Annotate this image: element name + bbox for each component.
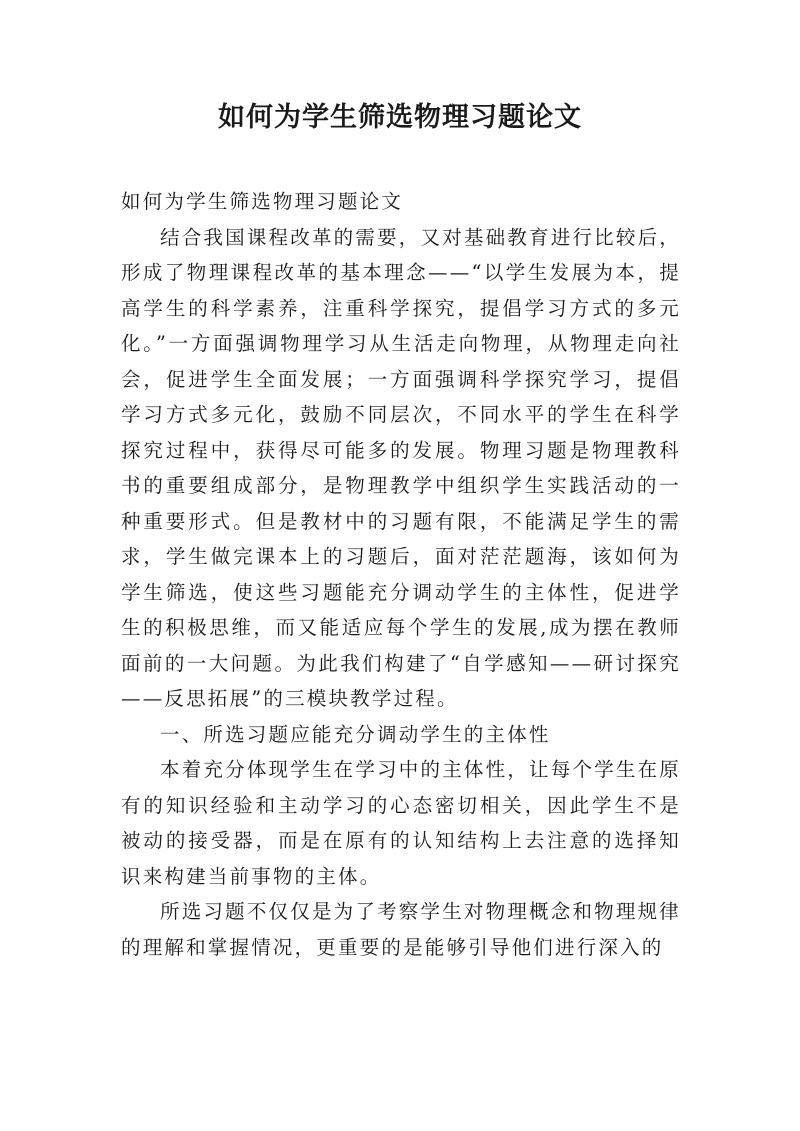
paragraph-section-1b: 所选习题不仅仅是为了考察学生对物理概念和物理规律的理解和掌握情况，更重要的是能够引导他们进行深入的 (121, 900, 681, 959)
section-heading-1: 一、所选习题应能充分调动学生的主体性 (160, 722, 551, 746)
document-body (121, 184, 681, 965)
document-title: 如何为学生筛选物理习题论文 (218, 102, 582, 133)
paragraph-section-1a: 本着充分体现学生在学习中的主体性，让每个学生在原有的知识经验和主动学习的心态密切相关，因此学生不是被动的接受器，而是在原有的认知结构上去注意的选择知识来构建当前事物的主体。 (121, 758, 681, 888)
paragraph-intro: 结合我国课程改革的需要，又对基础教育进行比较后，形成了物理课程改革的基本理念——“以学生发展为本，提高学生的科学素养，注重科学探究，提倡学习方式的多元化。”一方面强调物理学习从生活走向物理，从物理走向社会，促进学生全面发展；一方面强调科学探究学习，提倡学习方式多元化，鼓励不同层次，不同水平的学生在科学探究过程中，获得尽可能多的发展。物理习题是物理教科书的重要组成部分，是物理教学中组织学生实践活动的一种重要形式。但是教材中的习题有限，不能满足学生的需求，学生做完课本上的习题后，面对茫茫题海，该如何为学生筛选，使这些习题能充分调动学生的主体性，促进学生的积极思维，而又能适应每个学生的发展,成为摆在教师面前的一大问题。为此我们构建了“自学感知——研讨探究——反思拓展”的三模块教学过程。 (121, 225, 681, 710)
document-subtitle: 如何为学生筛选物理习题论文 (121, 190, 404, 213)
